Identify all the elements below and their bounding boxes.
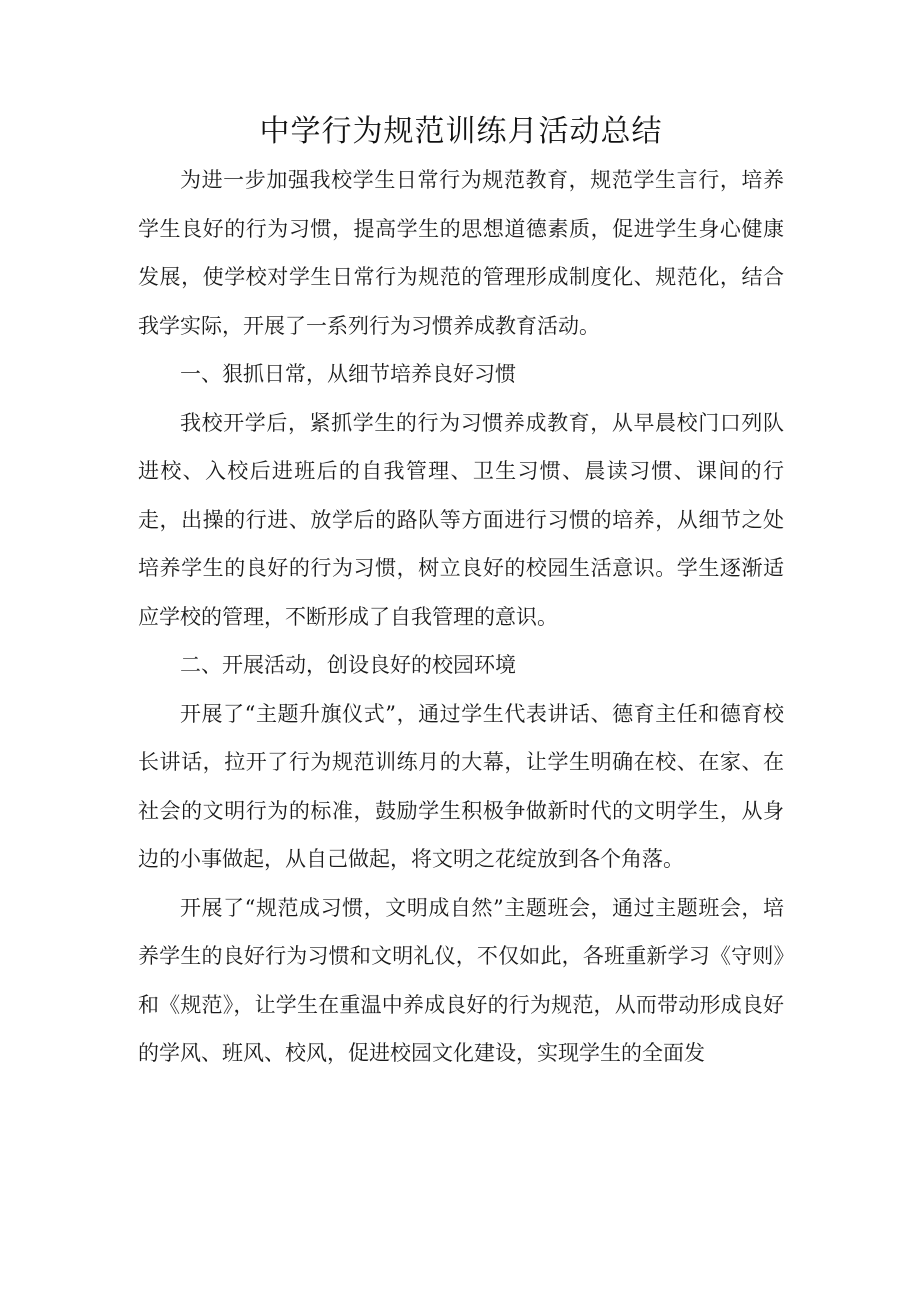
section-2-paragraph-2: 开展了“规范成习惯，文明成自然”主题班会，通过主题班会，培养学生的良好行为习惯和文明礼仪，不仅如此，各班重新学习《守则》和《规范》，让学生在重温中养成良好的行为规范，从而带动形成良好的学风、班风、校风，促进校园文化建设，实现学生的全面发 (138, 895, 784, 1065)
intro-paragraph: 为进一步加强我校学生日常行为规范教育，规范学生言行，培养学生良好的行为习惯，提高学生的思想道德素质，促进学生身心健康发展，使学校对学生日常行为规范的管理形成制度化、规范化，结合我学实际，开展了一系列行为习惯养成教育活动。 (138, 168, 784, 338)
section-1-paragraph: 我校开学后，紧抓学生的行为习惯养成教育，从早晨校门口列队进校、入校后进班后的自我管理、卫生习惯、晨读习惯、课间的行走，出操的行进、放学后的路队等方面进行习惯的培养，从细节之处培养学生的良好的行为习惯，树立良好的校园生活意识。学生逐渐适应学校的管理，不断形成了自我管理的意识。 (138, 410, 784, 629)
section-2-heading: 二、开展活动，创设良好的校园环境 (180, 653, 516, 677)
document-title: 中学行为规范训练月活动总结 (259, 114, 663, 149)
section-1-heading: 一、狠抓日常，从细节培养良好习惯 (180, 362, 516, 386)
section-2-paragraph-1: 开展了“主题升旗仪式”，通过学生代表讲话、德育主任和德育校长讲话，拉开了行为规范训练月的大幕，让学生明确在校、在家、在社会的文明行为的标准，鼓励学生积极争做新时代的文明学生，从身边的小事做起，从自己做起，将文明之花绽放到各个角落。 (138, 701, 784, 871)
document-page (138, 108, 784, 1078)
